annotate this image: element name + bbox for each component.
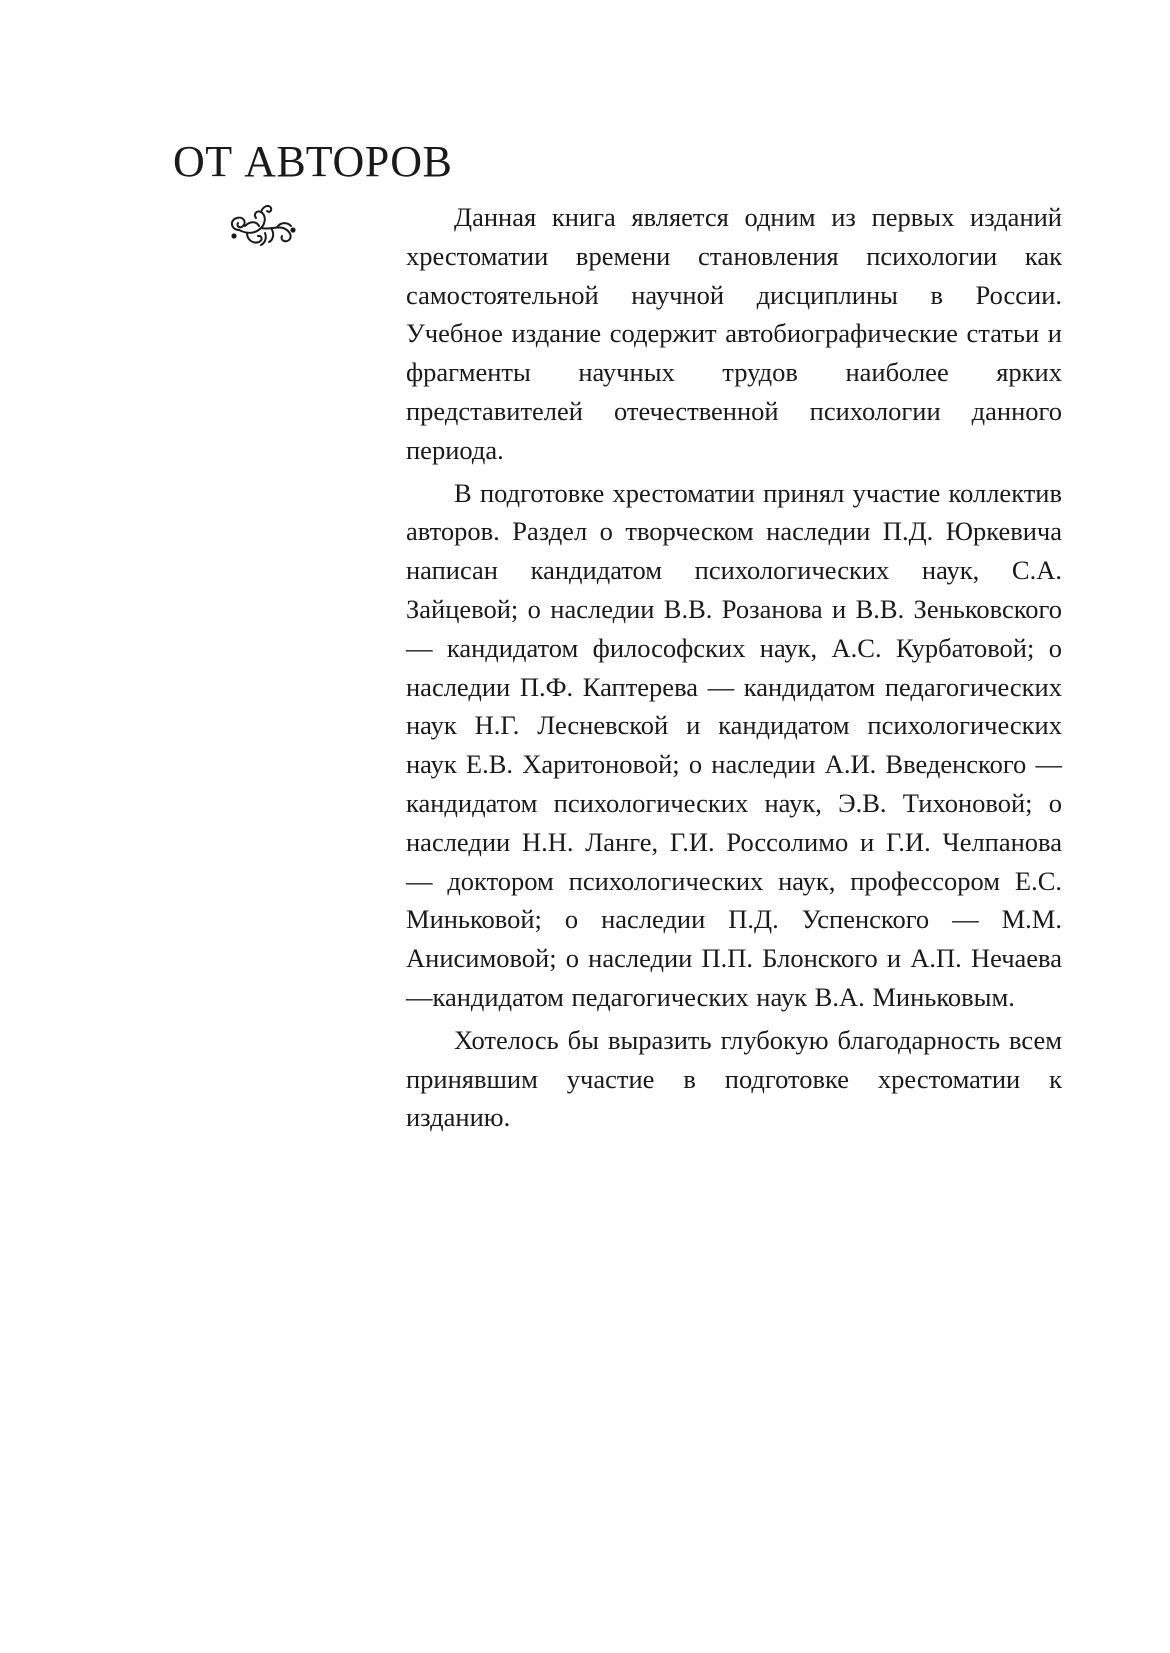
paragraph-thanks: Хотелось бы выразить глубокую благодарность всем принявшим участие в подготовке хрестоматии к изданию. <box>406 1024 1062 1133</box>
floral-ornament-icon <box>225 200 301 248</box>
page-title: ОТ АВТОРОВ <box>173 137 453 186</box>
paragraph-intro: Данная книга является одним из первых изданий хрестоматии времени становления психологии как самостоятельной научной дисциплины в России. Учебное издание содержит автобиографические статьи и фрагменты научных трудов наиболее ярких представителей отечественной психологии данного периода. <box>406 202 1062 465</box>
paragraph-authors: В подготовке хрестоматии принял участие коллектив авторов. Раздел о творческом наследии П.Д. Юркевича написан кандидатом психологических наук, С.А. Зайцевой; о наследии В.В. Розанова и В.В. Зеньковского — кандидатом философских наук, А.С. Курбатовой; о наследии П.Ф. Каптерева — кандидатом педагогических наук Н.Г. Лесневской и кандидатом психологических наук Е.В. Харитоновой; о наследии А.И. Введенского — кандидатом психологических наук, Э.В. Тихоновой; о наследии Н.Н. Ланге, Г.И. Россолимо и Г.И. Челпанова — доктором психологических наук, профессором Е.С. Миньковой; о наследии П.Д. Успенского — М.М. Анисимовой; о наследии П.П. Блонского и А.П. Нечаева —кандидатом педагогических наук В.А. Миньковым. <box>406 477 1062 1012</box>
body-text <box>406 198 1062 1141</box>
